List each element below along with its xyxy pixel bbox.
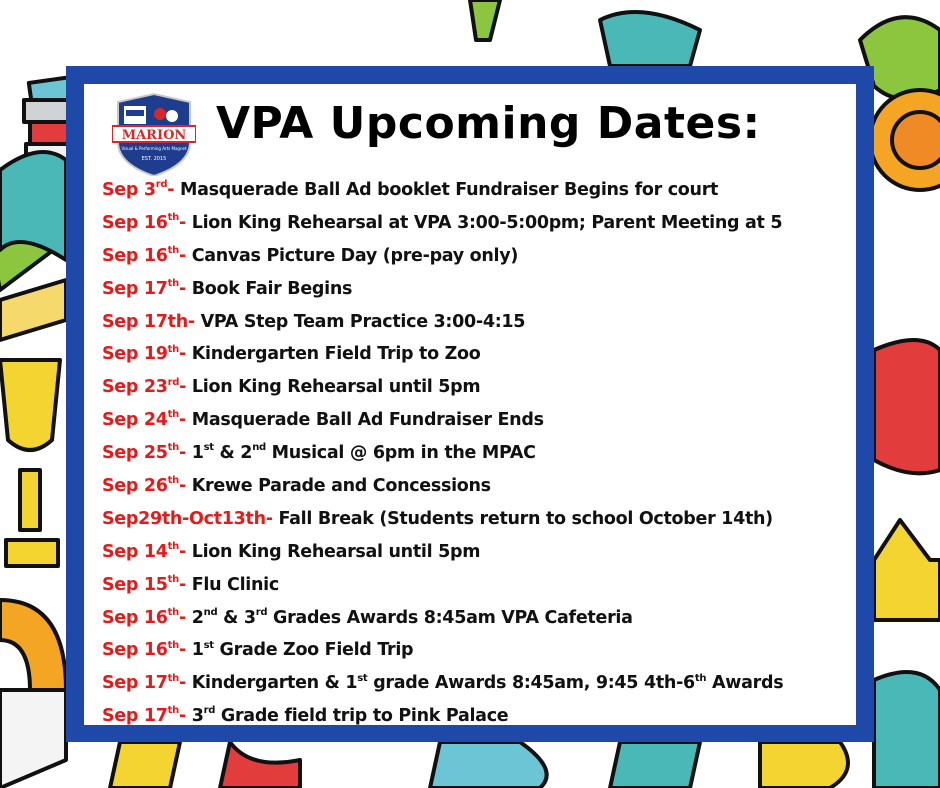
ordinal-suffix: rd (255, 606, 268, 618)
description-text: Krewe Parade and Concessions (191, 476, 491, 497)
ordinal-suffix: th (694, 672, 707, 684)
description-text: Grades Awards 8:45am VPA Cafeteria (267, 607, 633, 628)
description-text: 1 (191, 443, 204, 464)
event-row (102, 404, 852, 437)
event-row (102, 338, 852, 371)
description-text: Masquerade Ball Ad Fundraiser Ends (191, 410, 544, 431)
event-description (192, 377, 480, 397)
ordinal-suffix: nd (203, 606, 218, 618)
description-text: Lion King Rehearsal until 5pm (191, 377, 481, 398)
event-date-text: Sep 16 (102, 640, 168, 661)
event-row (102, 273, 852, 306)
event-row (102, 569, 852, 602)
description-text: Musical @ 6pm in the MPAC (265, 443, 536, 464)
event-description (192, 246, 518, 266)
event-date-text: Sep 17th (102, 311, 188, 332)
event-row (102, 470, 852, 503)
event-date-text: Sep29th-Oct13th (102, 508, 266, 529)
description-text: Masquerade Ball Ad booklet Fundraiser Begins for court (180, 180, 719, 200)
event-date: Sep 3rd- (102, 179, 181, 200)
ordinal-suffix: nd (252, 442, 266, 454)
event-date-suffix: th (167, 639, 179, 651)
event-date: Sep 19th- (102, 343, 192, 365)
description-text: Lion King Rehearsal at VPA 3:00-5:00pm; Parent Meeting at 5 (191, 212, 783, 233)
ordinal-suffix: st (357, 672, 368, 684)
event-description (180, 180, 718, 200)
event-date-text: Sep 24 (102, 410, 168, 431)
event-row (102, 207, 852, 240)
event-date-text: Sep 17 (102, 673, 168, 694)
event-description (192, 410, 544, 430)
description-text: Kindergarten Field Trip to Zoo (191, 344, 481, 365)
event-description (279, 509, 773, 529)
event-row (102, 371, 852, 404)
event-date: Sep 17th- (102, 277, 192, 299)
event-date: Sep 16th- (102, 606, 192, 628)
event-date-text: Sep 17 (102, 706, 168, 727)
event-date-suffix: th (167, 672, 179, 684)
event-date-suffix: th (167, 573, 179, 585)
event-description (192, 443, 536, 463)
event-description (192, 476, 491, 496)
event-date-suffix: th (167, 606, 179, 618)
event-date-text: Sep 17 (102, 278, 168, 299)
event-date-text: Sep 16 (102, 245, 168, 266)
event-date-text: Sep 16 (102, 212, 168, 233)
event-date: Sep 17th- (102, 311, 201, 332)
description-text: VPA Step Team Practice 3:00-4:15 (200, 311, 526, 332)
event-description (192, 640, 414, 660)
event-date-suffix: th (167, 277, 179, 289)
event-description (192, 542, 480, 562)
event-description (192, 608, 633, 628)
event-date-suffix: th (167, 442, 179, 454)
event-row (102, 174, 852, 207)
event-row (102, 503, 852, 536)
event-description (192, 575, 279, 595)
event-date-suffix: th (167, 475, 179, 487)
event-date: Sep29th-Oct13th- (102, 508, 279, 529)
event-date: Sep 16th- (102, 212, 192, 233)
logo-subtitle: Visual & Performing Arts Magnet (121, 146, 187, 151)
event-date: Sep 17th- (102, 705, 192, 727)
event-date-text: Sep 26 (102, 476, 168, 497)
description-text: & 2 (213, 443, 253, 464)
event-date: Sep 24th- (102, 409, 192, 431)
description-text: 2 (191, 607, 204, 628)
event-date-suffix: th (167, 244, 179, 256)
event-description (192, 213, 783, 233)
event-description (192, 706, 509, 726)
logo-established: EST. 2015 (141, 156, 167, 162)
description-text: Grade Zoo Field Trip (213, 640, 414, 661)
ordinal-suffix: st (203, 442, 214, 454)
event-row (102, 602, 852, 635)
description-text: Canvas Picture Day (pre-pay only) (191, 245, 519, 266)
event-date-text: Sep 25 (102, 443, 168, 464)
event-date-text: Sep 19 (102, 344, 168, 365)
event-description (192, 279, 352, 299)
event-date: Sep 16th- (102, 639, 192, 661)
event-row (102, 634, 852, 667)
event-date-suffix: th (167, 212, 179, 224)
event-row (102, 700, 852, 733)
marion-vpa-logo (112, 92, 196, 176)
ordinal-suffix: rd (203, 705, 216, 717)
event-row (102, 306, 852, 339)
event-date-suffix: th (167, 705, 179, 717)
event-date: Sep 14th- (102, 540, 192, 562)
events-list (102, 174, 852, 733)
ordinal-suffix: st (203, 639, 214, 651)
event-date: Sep 16th- (102, 244, 192, 266)
description-text: & 3 (217, 607, 256, 628)
event-date-suffix: rd (167, 376, 180, 388)
event-date: Sep 23rd- (102, 376, 192, 398)
event-date-text: Sep 23 (102, 377, 168, 398)
event-description (192, 344, 481, 364)
event-date-suffix: th (167, 343, 179, 355)
event-row (102, 240, 852, 273)
event-row (102, 667, 852, 700)
logo-wordmark: MARION (121, 128, 187, 143)
event-date-suffix: rd (155, 179, 168, 191)
description-text: grade Awards 8:45am, 9:45 4th-6 (367, 673, 695, 694)
description-text: Grade field trip to Pink Palace (215, 706, 509, 727)
description-text: Fall Break (Students return to school October 14th) (278, 508, 773, 529)
event-date: Sep 25th- (102, 442, 192, 464)
event-description (192, 673, 784, 693)
event-date: Sep 15th- (102, 573, 192, 595)
description-text: Kindergarten & 1 (191, 673, 358, 694)
event-date-suffix: th (167, 540, 179, 552)
description-text: Lion King Rehearsal until 5pm (191, 541, 481, 562)
page-title: VPA Upcoming Dates: (216, 98, 761, 149)
event-description (201, 312, 526, 332)
event-row (102, 437, 852, 470)
event-date-text: Sep 16 (102, 607, 168, 628)
event-date: Sep 26th- (102, 475, 192, 497)
event-date-suffix: th (167, 409, 179, 421)
event-date-text: Sep 3 (102, 180, 156, 200)
event-row (102, 536, 852, 569)
event-date-text: Sep 15 (102, 574, 168, 595)
description-text: 1 (191, 640, 204, 661)
description-text: Awards (706, 673, 784, 694)
description-text: 3 (191, 706, 204, 727)
event-date: Sep 17th- (102, 672, 192, 694)
event-date-text: Sep 14 (102, 541, 168, 562)
description-text: Book Fair Begins (191, 278, 353, 299)
description-text: Flu Clinic (191, 574, 279, 595)
announcement-panel (84, 84, 856, 725)
